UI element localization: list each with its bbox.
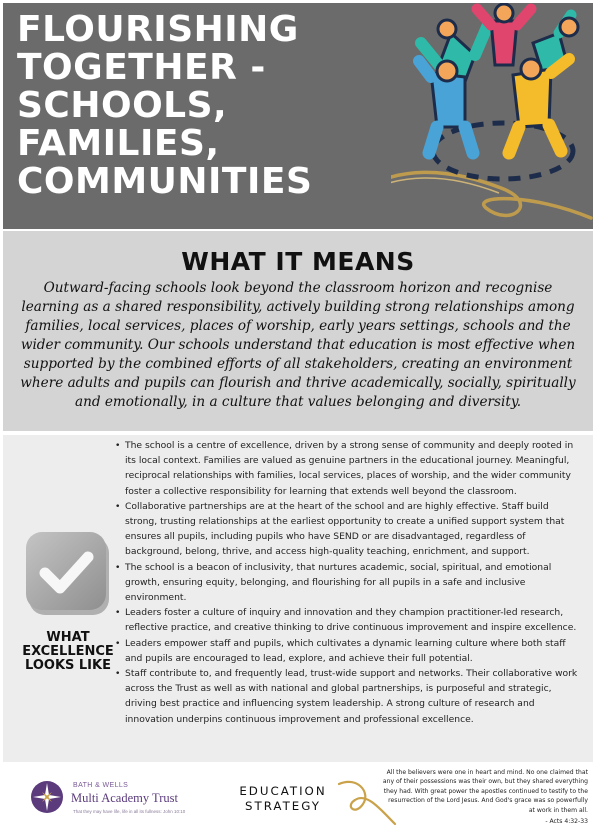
footer: [3, 764, 593, 830]
list-item-text: Leaders empower staff and pupils, which cultivates a dynamic learning culture where both staff and pupils are encouraged to lead, explore, and achieve their full potential.: [125, 637, 566, 664]
list-item-text: Leaders foster a culture of inquiry and innovation and they champion practitioner-led research, reflective practice, and creative thinking to drive continuous improvement and inspire excellence.: [125, 607, 577, 634]
label-line: EXCELLENCE: [22, 644, 114, 659]
list-item-text: Staff contribute to, and frequently lead, trust-wide support and networks. Their collaborative work across the Trust as well as with national and global partnerships, is purposeful and strategic, driving best practice and influencing system leadership. A strong culture of research and innovation underpins continuous improvement and professional excellence.: [125, 668, 578, 725]
title-line: TOGETHER -: [17, 47, 266, 88]
checkmark-icon: [25, 531, 111, 615]
excellence-section: [3, 435, 593, 762]
header-banner: [3, 3, 593, 229]
edu-line: EDUCATION: [239, 784, 327, 798]
trust-top-text: BATH & WELLS: [73, 782, 129, 789]
what-it-means-section: [3, 231, 593, 431]
list-item-text: The school is a beacon of inclusivity, that nurtures academic, social, spiritual, and emotional growth, ensuring equity, belonging, and flourishing for all pupils in a safe and inclusive environment.: [125, 561, 552, 604]
list-item: [115, 560, 580, 606]
excellence-list: [115, 438, 580, 727]
page-title: [17, 11, 357, 201]
label-line: LOOKS LIKE: [25, 658, 111, 673]
trust-name: Multi Academy Trust: [71, 791, 178, 805]
education-strategy-title: [218, 784, 348, 814]
list-item: [115, 666, 580, 727]
trust-motto: That they may have life, life in all its fullness: John 10:10: [73, 809, 186, 814]
list-item-text: The school is a centre of excellence, driven by a strong sense of community and deeply rooted in its local context. Families are valued as genuine partners in the educational journey. Meaningful, reciprocal relationships with families, local services, places of worship, and the wider community foster a collective responsibility for learning that extends well beyond the classroom.: [125, 440, 574, 497]
excellence-label: [9, 631, 127, 673]
edu-line: STRATEGY: [245, 799, 321, 813]
title-line: FLOURISHING: [17, 9, 299, 50]
title-line: COMMUNITIES: [17, 161, 313, 202]
bullet-icon: •: [115, 440, 121, 451]
title-line: FAMILIES,: [17, 123, 220, 164]
title-line: SCHOOLS,: [17, 85, 228, 126]
bullet-icon: •: [115, 561, 121, 573]
section-heading: WHAT IT MEANS: [181, 247, 415, 276]
list-item: [115, 636, 580, 666]
star-icon: [30, 780, 64, 814]
verse-reference: - Acts 4:32-33: [545, 818, 588, 825]
section-body: Outward-facing schools look beyond the classroom horizon and recognise learning as a shared responsibility, actively building strong relationships among families, local services, places of worship, early years settings, schools and the wider community. Our schools understand that education is most effective when supported by the combined efforts of all stakeholders, creating an environment where adults and pupils can flourish and thrive academically, socially, spiritually and emotionally, in a culture that values belonging and diversity.: [20, 280, 576, 410]
list-item-text: Collaborative partnerships are at the heart of the school and are highly effective. Staff build strong, trusting relationships at the earliest opportunity to create a unified support system that ensures all pupils, including pupils who have SEND or are disadvantaged, regardless of background, belong, thrive, and access high-quality teaching, enrichment, and support.: [125, 500, 565, 558]
label-line: WHAT: [46, 630, 90, 645]
list-item: [115, 499, 580, 560]
bullet-icon: •: [115, 500, 121, 512]
bullet-icon: •: [115, 607, 121, 619]
bullet-icon: •: [115, 637, 121, 649]
bullet-icon: •: [115, 668, 121, 680]
people-circle-icon: [391, 3, 593, 229]
list-item: [115, 438, 580, 499]
bible-verse: All the believers were one in heart and mind. No one claimed that any of their possessions was their own, but they shared everything they had. With great power the apostles continued to testify to the resurrection of the Lord Jesus. And God's grace was so powerfully at work in them all.: [382, 769, 588, 814]
list-item: [115, 605, 580, 635]
